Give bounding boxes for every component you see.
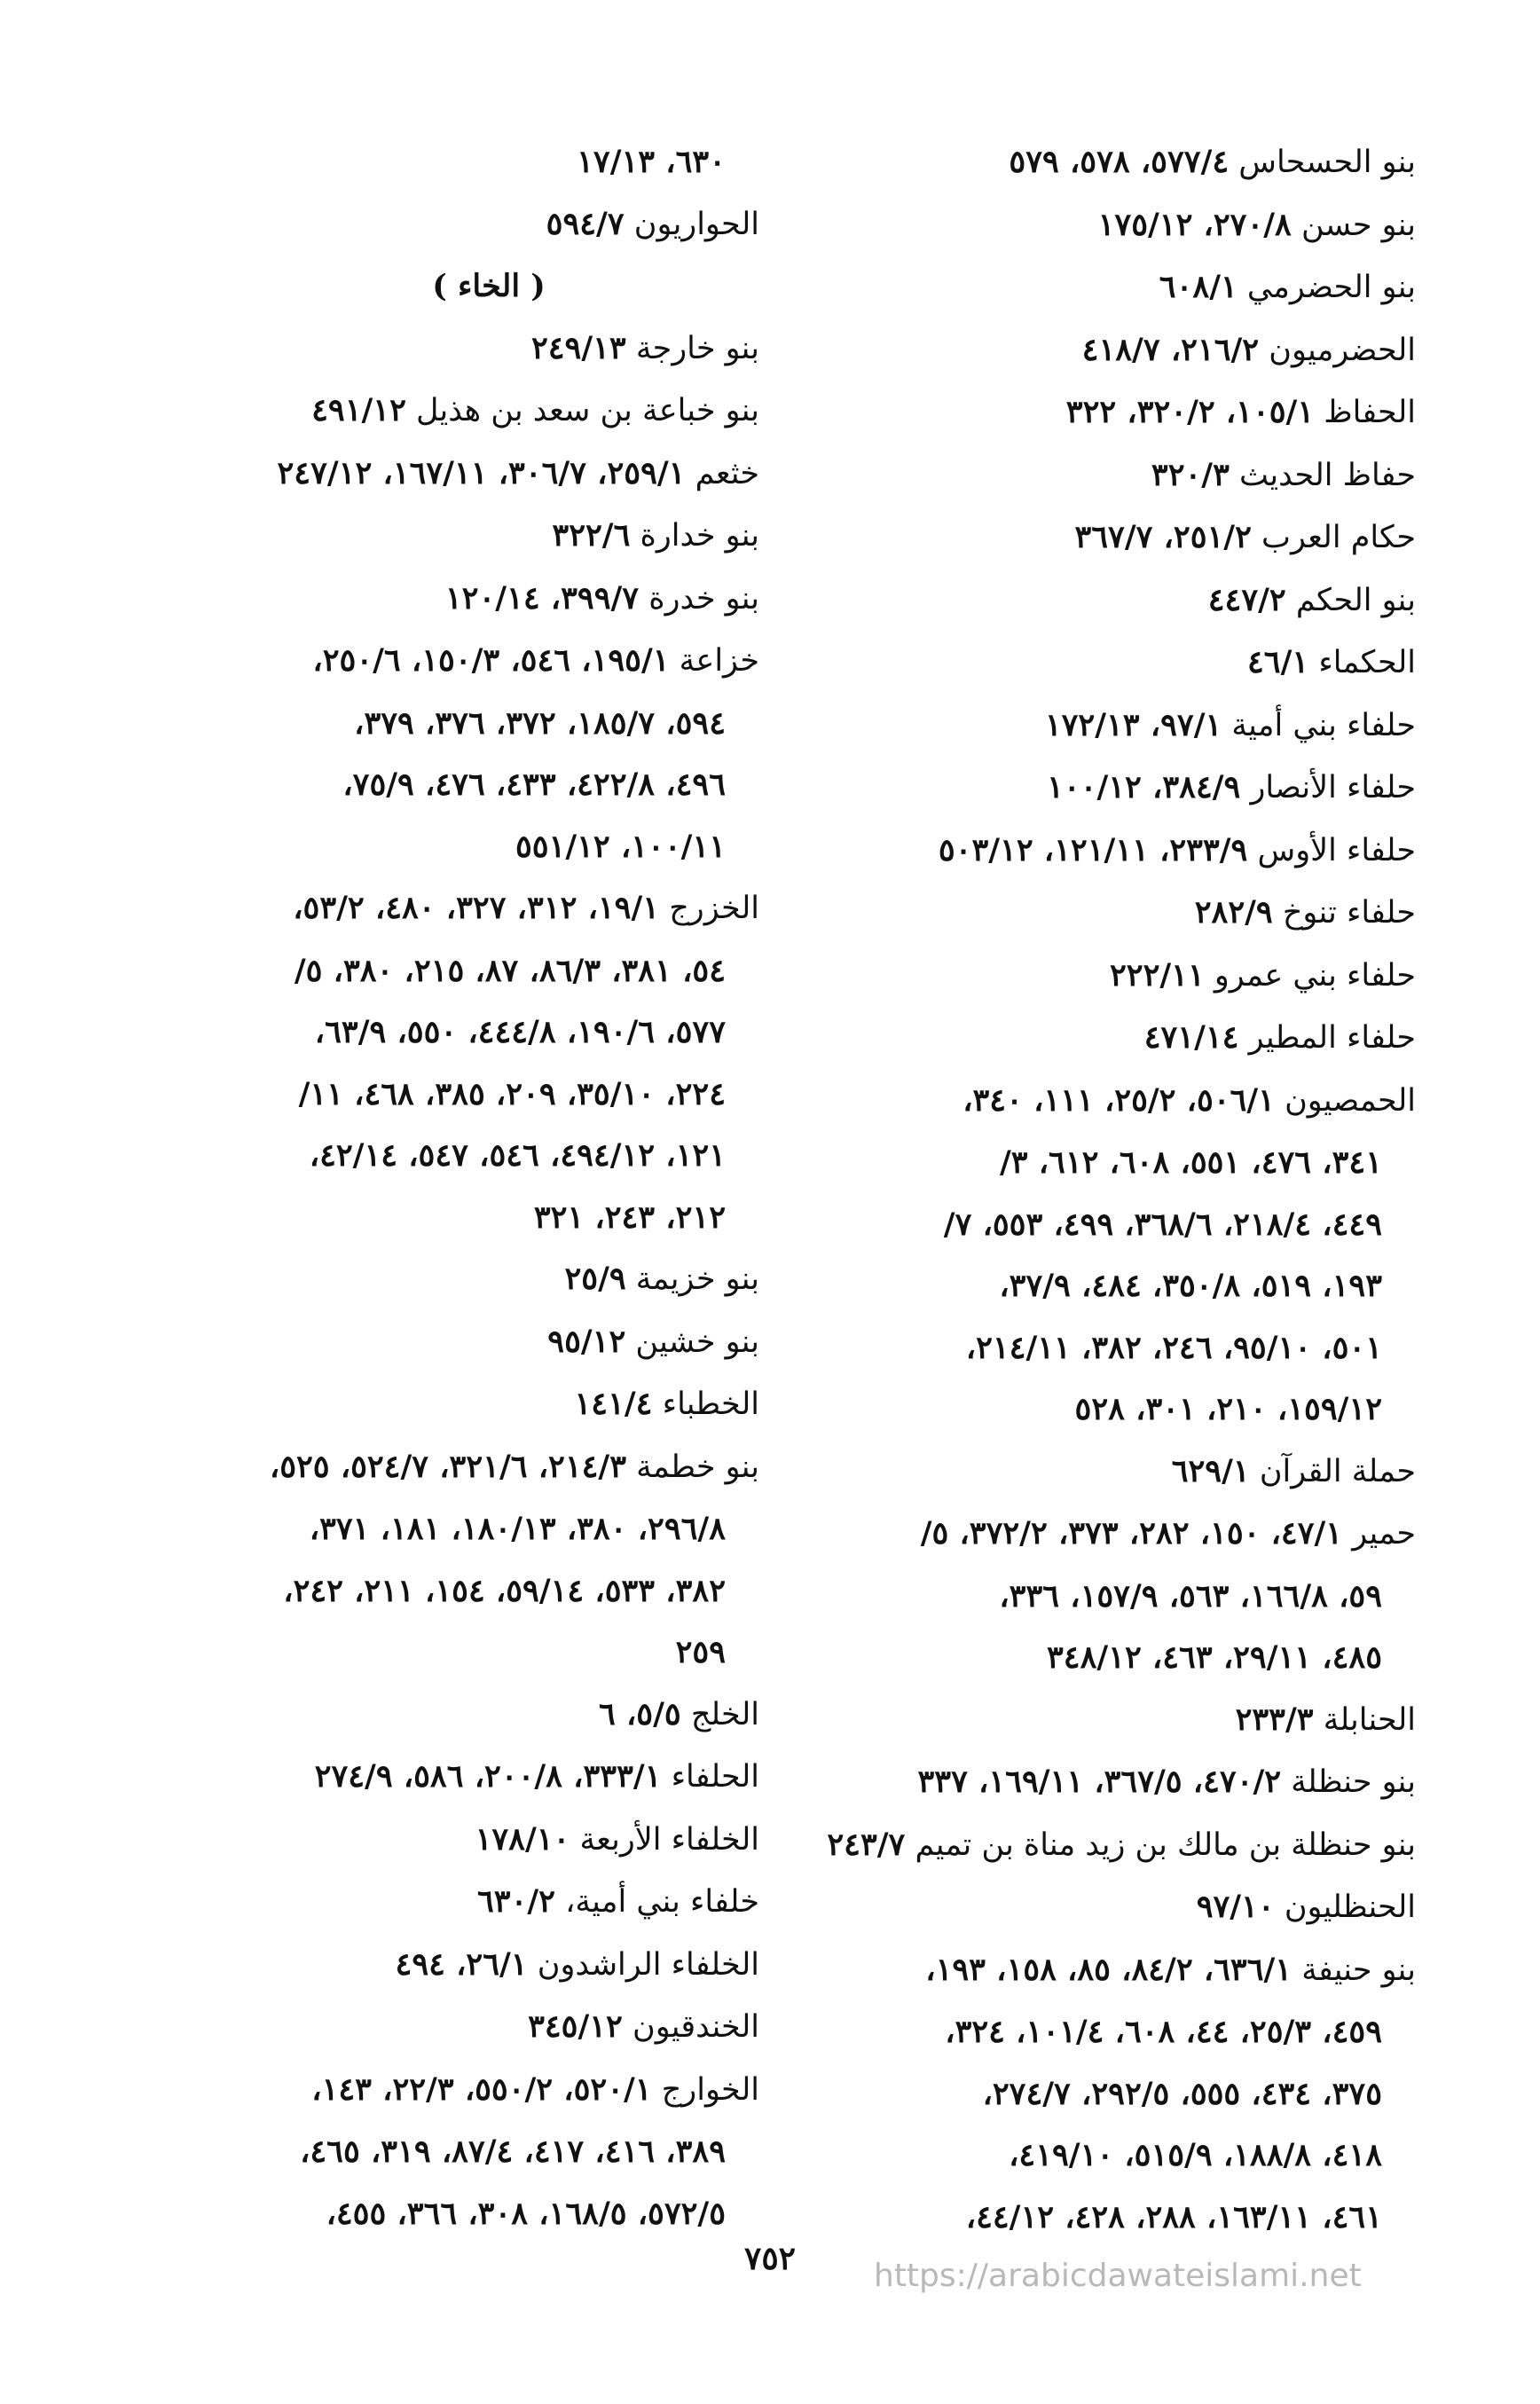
entry-continuation: ١٥٩/١٢، ٢١٠، ٣٠١، ٥٢٨ [1074, 1391, 1382, 1427]
entry-references: ٩٧/١٠ [1196, 1889, 1275, 1925]
left-column [112, 131, 759, 2244]
section-heading: ( الخاء ) [432, 268, 546, 304]
page-number: ٧٥٢ [743, 2240, 796, 2277]
index-entry [112, 877, 759, 940]
index-entry [804, 194, 1416, 257]
entry-references: ٥٩٤/٧ [546, 205, 625, 242]
entry-references: ٢١٦/٢، ٤١٨/٧ [1081, 331, 1260, 368]
entry-name: بنو حنظلة [1291, 1764, 1416, 1800]
entry-name: الحكماء [1318, 645, 1416, 680]
entry-name: الخلفاء الأربعة [579, 1821, 759, 1858]
entry-name: بنو خدارة [640, 518, 759, 554]
index-entry [804, 1441, 1416, 1504]
entry-references: ٣٢٠/٣ [1151, 456, 1230, 493]
right-column [804, 131, 1416, 2248]
entry-continuation: ٤٩٦، ٤٢٢/٨، ٤٣٣، ٤٧٦، ٧٥/٩، [342, 766, 726, 803]
entry-continuation: ١٩٣، ٥١٩، ٣٥٠/٨، ٤٨٤، ٣٧/٩، [999, 1268, 1382, 1304]
entry-references: ٤٦/١ [1247, 644, 1309, 680]
entry-references: ٦٣٦/١، ٨٤/٢، ٨٥، ١٥٨، ١٩٣، [925, 1951, 1292, 1988]
entry-references: ١٧٨/١٠ [475, 1820, 570, 1858]
index-entry [112, 1248, 759, 1311]
entry-references: ٢٤٩/١٣ [530, 329, 626, 366]
entry-continuation: ٣٨٢، ٥٣٣، ٥٩/١٤، ١٥٤، ٢١١، ٢٤٢، [283, 1572, 726, 1609]
index-entry [804, 381, 1416, 444]
entry-continuation: ٥٩، ١٦٦/٨، ٥٦٣، ١٥٧/٩، ٣٣٦، [999, 1577, 1382, 1614]
entry-name: حفاظ الحديث [1239, 457, 1416, 493]
entry-references: ٥/٥، ٦ [599, 1695, 681, 1732]
entry-references: ٢٤٣/٧ [827, 1826, 906, 1863]
entry-name: بنو الحسحاس [1238, 145, 1416, 180]
entry-name: الخوارج [661, 2071, 759, 2108]
entry-continuation: ٥٠١، ٩٥/١٠، ٢٤٦، ٣٨٢، ٢١٤/١١، [965, 1329, 1382, 1366]
entry-continuation: ١٠٠/١١، ٥٥١/١٢ [515, 828, 726, 865]
entry-continuation: ٤٤٩، ٢١٨/٤، ٣٦٨/٦، ٤٩٩، ٥٥٣، ٧/ [943, 1206, 1382, 1243]
entry-references: ٥٠٦/١، ٢٥/٢، ١١١، ٣٤٠، [962, 1081, 1275, 1119]
index-entry [112, 568, 759, 631]
index-entry [804, 1503, 1416, 1566]
entry-continuation: ٥٧٧، ١٩٠/٦، ٤٤٤/٨، ٥٥٠، ٦٣/٩، [314, 1014, 726, 1050]
entry-references: ٣٣٣/١، ٢٠٠/٨، ٥٨٦، ٢٧٤/٩ [314, 1758, 662, 1795]
entry-name: حلفاء الأنصار [1250, 770, 1416, 805]
entry-name: حكام العرب [1261, 520, 1416, 555]
entry-continuation: ٤٨٥، ٢٩/١١، ٤٦٣، ٣٤٨/١٢ [1046, 1639, 1382, 1676]
entry-references: ١٠٥/١، ٣٢٠/٢، ٣٢٢ [1065, 394, 1315, 430]
entry-continuation: ٢٩٦/٨، ٣٨٠، ١٨٠/١٣، ١٨١، ٣٧١، [309, 1511, 726, 1547]
entry-name: بنو خشين [635, 1324, 759, 1360]
index-entry [804, 131, 1416, 194]
index-entry [112, 505, 759, 568]
index-entry [804, 1751, 1416, 1814]
entry-references: ٤٤٧/٢ [1207, 581, 1286, 618]
entry-continuation: ٢٥٩ [675, 1634, 726, 1670]
entry-references: ٤٩١/١٢ [311, 392, 406, 428]
entry-continuation: ٢٢٤، ٣٥/١٠، ٢٠٩، ٣٨٥، ٤٦٨، ١١/ [298, 1075, 726, 1112]
entry-continuation: ٦٣٠، ١٧/١٣ [577, 144, 726, 180]
entry-continuation: ٣٧٥، ٤٣٤، ٥٥٥، ٢٩٢/٥، ٢٧٤/٧، [982, 2075, 1382, 2112]
index-entry [804, 444, 1416, 507]
entry-name: الخزرج [669, 891, 759, 926]
index-entry [112, 1996, 759, 2059]
entry-name: حلفاء المطير [1248, 1020, 1416, 1056]
entry-name: حلفاء الأوس [1257, 832, 1416, 868]
index-entry [112, 630, 759, 693]
entry-name: الخندقيون [632, 2009, 759, 2045]
index-entry [804, 1814, 1416, 1877]
entry-continuation: ٥٤، ٣٨١، ٨٦/٣، ٨٧، ٢١٥، ٣٨٠، ٥/ [294, 952, 726, 989]
entry-references: ٥٧٧/٤، ٥٧٨، ٥٧٩ [1009, 144, 1230, 180]
entry-name: الحفاظ [1324, 395, 1416, 430]
index-entry [112, 1684, 759, 1747]
entry-name: الحنابلة [1323, 1701, 1416, 1738]
entry-references: ٢١٤/٣، ٣٢١/٦، ٥٢٤/٧، ٥٢٥، [269, 1448, 626, 1485]
index-entry [112, 1809, 759, 1872]
entry-continuation: ١٢١، ٤٩٤/١٢، ٥٤٦، ٥٤٧، ٤٢/١٤، [309, 1137, 726, 1174]
entry-references: ٣٤٥/١٢ [528, 2008, 623, 2045]
entry-continuation: ٥٧٢/٥، ١٦٨/٥، ٣٠٨، ٣٦٦، ٤٥٥، [326, 2195, 726, 2232]
entry-name: بنو خارجة [635, 330, 759, 366]
entry-name: حلفاء بني عمرو [1214, 957, 1416, 994]
entry-references: ٢٥/٩ [564, 1261, 626, 1297]
index-entry [804, 632, 1416, 695]
index-entry [804, 1007, 1416, 1070]
index-entry [804, 570, 1416, 632]
index-entry [804, 1689, 1416, 1752]
entry-name: حملة القرآن [1259, 1453, 1416, 1489]
entry-references: ٢٣٣/٣ [1235, 1701, 1314, 1738]
index-entry [804, 1070, 1416, 1133]
entry-continuation: ٤٥٩، ٢٥/٣، ٤٤، ٦٠٨، ١٠١/٤، ٣٢٤، [945, 2014, 1382, 2050]
entry-name: خزاعة [679, 643, 759, 679]
index-entry [112, 1373, 759, 1436]
entry-name: الحنظليون [1284, 1889, 1416, 1925]
index-entry [112, 1746, 759, 1809]
entry-name: بنو الحكم [1295, 582, 1416, 618]
entry-references: ٢٥٩/١، ٣٠٦/٧، ١٦٧/١١، ٢٤٧/١٢ [277, 454, 686, 491]
entry-name: الخلفاء الراشدون [537, 1946, 759, 1983]
entry-references: ٣٢٢/٦ [552, 517, 631, 554]
entry-references: ٣٨٤/٩، ١٠٠/١٢ [1047, 769, 1241, 805]
index-entry [112, 193, 759, 256]
index-entry [112, 1934, 759, 1997]
entry-continuation: ٥٩٤، ١٨٥/٧، ٣٧٢، ٣٧٦، ٣٧٩، [354, 704, 726, 742]
entry-references: ١٩/١، ٣١٢، ٣٢٧، ٤٨٠، ٥٣/٢، [293, 890, 660, 926]
index-entry [804, 695, 1416, 758]
entry-continuation: ٤١٨، ١٨٨/٨، ٥١٥/٩، ٤١٩/١٠، [1009, 2137, 1382, 2173]
index-entry [112, 380, 759, 443]
entry-name: حلفاء تنوخ [1282, 895, 1416, 931]
entry-name: بنو الحضرمي [1246, 270, 1416, 305]
index-entry [804, 507, 1416, 570]
entry-name: بنو خزيمة [635, 1261, 759, 1297]
entry-references: ٢٨٢/٩ [1194, 894, 1273, 931]
index-entry [804, 945, 1416, 1008]
entry-name: بنو خطمة [636, 1449, 759, 1485]
entry-references: ١٩٥/١، ٥٤٦، ١٥٠/٣، ٢٥٠/٦، [312, 642, 670, 679]
entry-references: ٦٣٠/٢ [477, 1883, 555, 1920]
entry-references: ١٤١/٤ [574, 1386, 653, 1422]
entry-name: خلفاء بني أمية، [565, 1884, 759, 1920]
entry-name: بنو حنظلة بن مالك بن زيد مناة بن تميم [915, 1827, 1416, 1863]
index-entry [804, 319, 1416, 382]
entry-continuation: ٣٨٩، ٤١٦، ٤١٧، ٨٧/٤، ٣١٩، ٤٦٥، [300, 2133, 726, 2170]
entry-name: بنو خدرة [648, 580, 759, 617]
index-entry [112, 1436, 759, 1499]
watermark-url: https://arabicdawateislami.net [874, 2258, 1362, 2294]
entry-name: الحلفاء [671, 1759, 759, 1795]
entry-references: ٦٠٨/١ [1159, 269, 1238, 305]
entry-name: الخطباء [662, 1387, 759, 1422]
index-entry [112, 2059, 759, 2122]
entry-references: ٣٩٩/٧، ١٢٠/١٤ [444, 579, 640, 617]
entry-references: ٦٢٩/١ [1171, 1452, 1250, 1489]
index-entry [804, 820, 1416, 883]
entry-references: ٢٣٣/٩، ١٢١/١١، ٥٠٣/١٢ [938, 831, 1248, 868]
entry-name: الحواريون [633, 206, 759, 242]
entry-name: بنو خباعة بن سعد بن هذيل [416, 393, 759, 428]
entry-references: ٢٧٠/٨، ١٧٥/١٢ [1097, 206, 1292, 243]
entry-references: ٤٧/١، ١٥٠، ٢٨٢، ٣٧٣، ٣٧٢/٢، ٥/ [920, 1515, 1343, 1552]
index-entry [112, 318, 759, 381]
entry-references: ٢٦/١، ٤٩٤ [395, 1945, 528, 1983]
index-entry [804, 1876, 1416, 1939]
index-entry [112, 443, 759, 506]
entry-name: الحضرميون [1269, 332, 1416, 368]
index-entry [804, 882, 1416, 945]
entry-references: ٢٢٢/١١ [1109, 956, 1205, 994]
entry-name: الحمصيون [1285, 1082, 1416, 1119]
entry-continuation: ٢١٢، ٢٤٣، ٣٢١ [533, 1198, 726, 1236]
entry-name: الخلج [690, 1696, 759, 1732]
entry-name: حلفاء بني أمية [1231, 707, 1416, 743]
entry-references: ٤٧٠/٢، ٣٦٧/٥، ١٦٩/١١، ٣٣٧ [917, 1764, 1282, 1800]
entry-name: حمير [1352, 1516, 1416, 1552]
index-entry [112, 1871, 759, 1934]
entry-continuation: ٤٦١، ١٦٣/١١، ٢٨٨، ٤٢٨، ٤٤/١٢، [965, 2198, 1382, 2235]
index-entry [112, 1311, 759, 1374]
entry-name: خثعم [695, 455, 759, 491]
entry-references: ٢٥١/٢، ٣٦٧/٧ [1074, 519, 1252, 555]
entry-name: بنو حسن [1300, 207, 1416, 243]
index-entry [804, 256, 1416, 319]
entry-references: ٩٧/١، ١٧٢/١٣ [1044, 706, 1222, 743]
index-entry [804, 757, 1416, 820]
entry-references: ٥٢٠/١، ٥٥٠/٢، ٢٢/٣، ١٤٣، [311, 2070, 652, 2108]
entry-continuation: ٣٤١، ٤٧٦، ٥٥١، ٦٠٨، ٦١٢، ٣/ [999, 1144, 1382, 1181]
index-entry [804, 1939, 1416, 2002]
entry-name: بنو حنيفة [1301, 1952, 1416, 1988]
entry-references: ٩٥/١٢ [547, 1323, 626, 1360]
entry-references: ٤٧١/١٤ [1143, 1019, 1239, 1056]
